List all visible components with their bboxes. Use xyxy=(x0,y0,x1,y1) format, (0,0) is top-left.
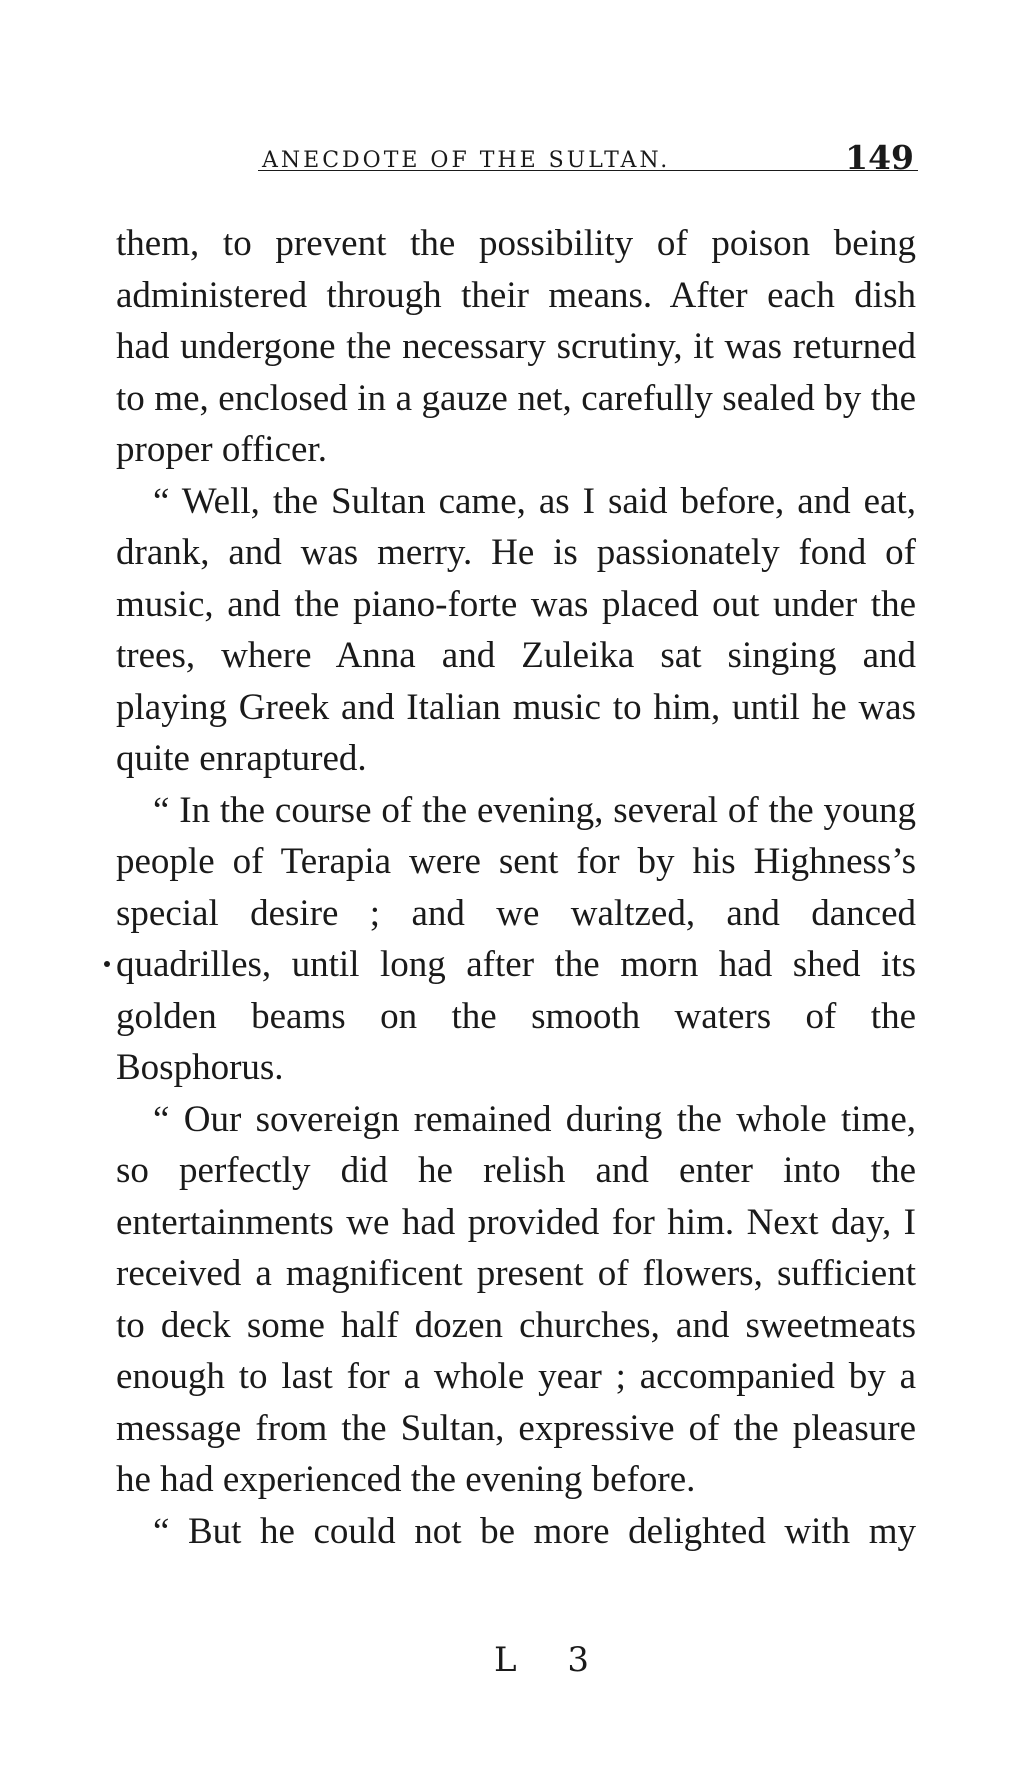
signature-mark: L 3 xyxy=(494,1640,610,1680)
page-number: 149 xyxy=(845,138,914,177)
body-text xyxy=(116,218,916,1557)
paragraph-5: “ But he could not be more delighted with my xyxy=(153,1510,916,1552)
running-title: ANECDOTE OF THE SULTAN. xyxy=(262,148,671,173)
running-head xyxy=(262,138,922,186)
paragraph-3: “ In the course of the evening, several of the young people of Terapia were sent for by his Highness’s special desire ; and we waltzed, and danced quadrilles, until long after the morn had shed its golden beams on the smooth waters of the Bosphorus. xyxy=(116,789,916,1088)
margin-dot-mark xyxy=(104,961,110,967)
paragraph-2: “ Well, the Sultan came, as I said before, and eat, drank, and was merry. He is passionately fond of music, and the piano-forte was placed out under the trees, where Anna and Zuleika sat singing and playing Greek and Italian music to him, until he was quite enraptured. xyxy=(116,480,916,779)
paragraph-1: them, to prevent the possibility of poison being administered through their means. After each dish had undergone the necessary scrutiny, it was returned to me, enclosed in a gauze net, carefully sealed by the proper officer. xyxy=(116,223,916,470)
paragraph-4: “ Our sovereign remained during the whole time, so perfectly did he relish and enter into the entertainments we had provided for him. Next day, I received a magnificent present of flowers, sufficient to deck some half dozen churches, and sweetmeats enough to last for a whole year ; accompanied by a message from the Sultan, expressive of the pleasure he had experienced the evening before. xyxy=(116,1098,916,1500)
